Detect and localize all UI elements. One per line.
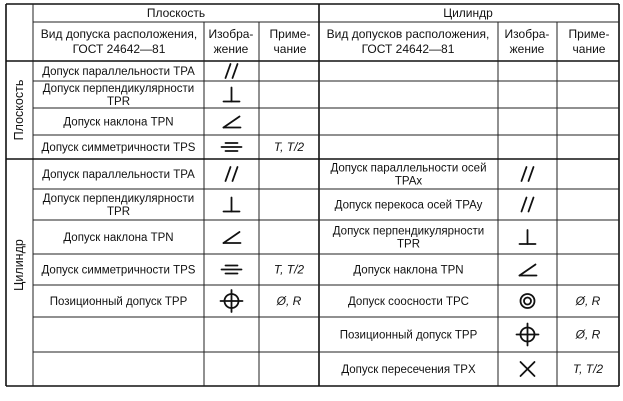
- tolerance-name-plane: Допуск наклона TPN: [63, 232, 174, 244]
- tolerance-name-cylinder: Допуск перекоса осей TPAy: [334, 199, 483, 212]
- side-label-plane: Плоскость: [12, 79, 26, 141]
- tolerance-name-cylinder: Допуск наклона TPN: [353, 264, 464, 277]
- tolerance-name-plane: Допуск перпендикулярности: [42, 83, 195, 95]
- col-header-image-cyl-line1: Изобра-: [504, 27, 550, 41]
- group-header-plane: Плоскость: [146, 6, 206, 20]
- tolerance-name-cylinder: TPAx: [394, 175, 423, 188]
- tolerance-name-cylinder: Допуск параллельности осей: [330, 162, 487, 175]
- col-header-note-cyl-line1: Приме-: [568, 27, 610, 41]
- tolerance-name-plane: TPR: [107, 96, 130, 108]
- col-header-note-cyl-line2: чание: [572, 42, 606, 56]
- perpendicularity-icon: [224, 198, 240, 212]
- position-icon: [517, 324, 539, 346]
- group-header-cylinder: Цилиндр: [443, 6, 493, 20]
- col-header-kind-cyl-line2: ГОСТ 24642—81: [361, 42, 455, 56]
- col-header-image-plane-line1: Изобра-: [208, 27, 254, 41]
- col-header-note-plane-line1: Приме-: [269, 27, 311, 41]
- parallelism-icon: [522, 167, 534, 181]
- symmetry-icon: [222, 143, 242, 151]
- tolerance-note-plane: Ø, R: [276, 294, 302, 308]
- col-header-image-cyl-line2: жение: [509, 42, 545, 56]
- tolerance-name-cylinder: TPR: [397, 238, 420, 251]
- tolerance-name-plane: Позиционный допуск TPP: [49, 296, 188, 308]
- concentricity-icon: [521, 294, 535, 308]
- side-label-cylinder: Цилиндр: [12, 239, 26, 291]
- col-header-kind-plane-line1: Вид допуска расположения,: [40, 27, 198, 41]
- angularity-icon: [224, 117, 241, 128]
- col-header-kind-plane-line2: ГОСТ 24642—81: [72, 42, 166, 56]
- tolerance-note-cylinder: T, T/2: [572, 362, 604, 376]
- tolerance-name-plane: Допуск симметричности TPS: [41, 142, 196, 154]
- angularity-icon: [224, 232, 241, 243]
- perpendicularity-icon: [520, 230, 536, 244]
- tolerance-note-cylinder: Ø, R: [575, 327, 601, 342]
- symmetry-icon: [222, 266, 242, 274]
- perpendicularity-icon: [224, 88, 240, 102]
- tolerance-name-cylinder: Допуск соосности TPC: [348, 296, 469, 308]
- col-header-note-plane-line2: чание: [273, 42, 307, 56]
- parallelism-icon: [522, 198, 534, 212]
- tolerance-name-cylinder: Позиционный допуск TPP: [339, 329, 478, 342]
- tolerance-name-plane: Допуск параллельности TPA: [42, 169, 195, 181]
- tolerance-name-plane: Допуск перпендикулярности: [42, 193, 195, 205]
- tolerance-name-cylinder: Допуск перпендикулярности: [332, 225, 485, 238]
- intersection-icon: [521, 362, 535, 376]
- tolerance-note-plane: T, T/2: [273, 140, 305, 154]
- tolerance-name-plane: Допуск параллельности TPA: [42, 66, 195, 78]
- angularity-icon: [520, 265, 537, 276]
- tolerance-name-plane: Допуск наклона TPN: [63, 116, 174, 129]
- tolerance-name-plane: Допуск симметричности TPS: [41, 264, 196, 277]
- tolerance-note-cylinder: Ø, R: [575, 294, 601, 308]
- col-header-image-plane-line2: жение: [213, 42, 249, 56]
- position-icon: [221, 290, 243, 312]
- tolerance-name-plane: TPR: [107, 206, 130, 218]
- parallelism-icon: [226, 167, 238, 181]
- tolerance-name-cylinder: Допуск пересечения TPX: [341, 364, 476, 376]
- parallelism-icon: [226, 64, 238, 78]
- tolerance-note-plane: T, T/2: [273, 262, 305, 277]
- col-header-kind-cyl-line1: Вид допусков расположения,: [326, 27, 490, 41]
